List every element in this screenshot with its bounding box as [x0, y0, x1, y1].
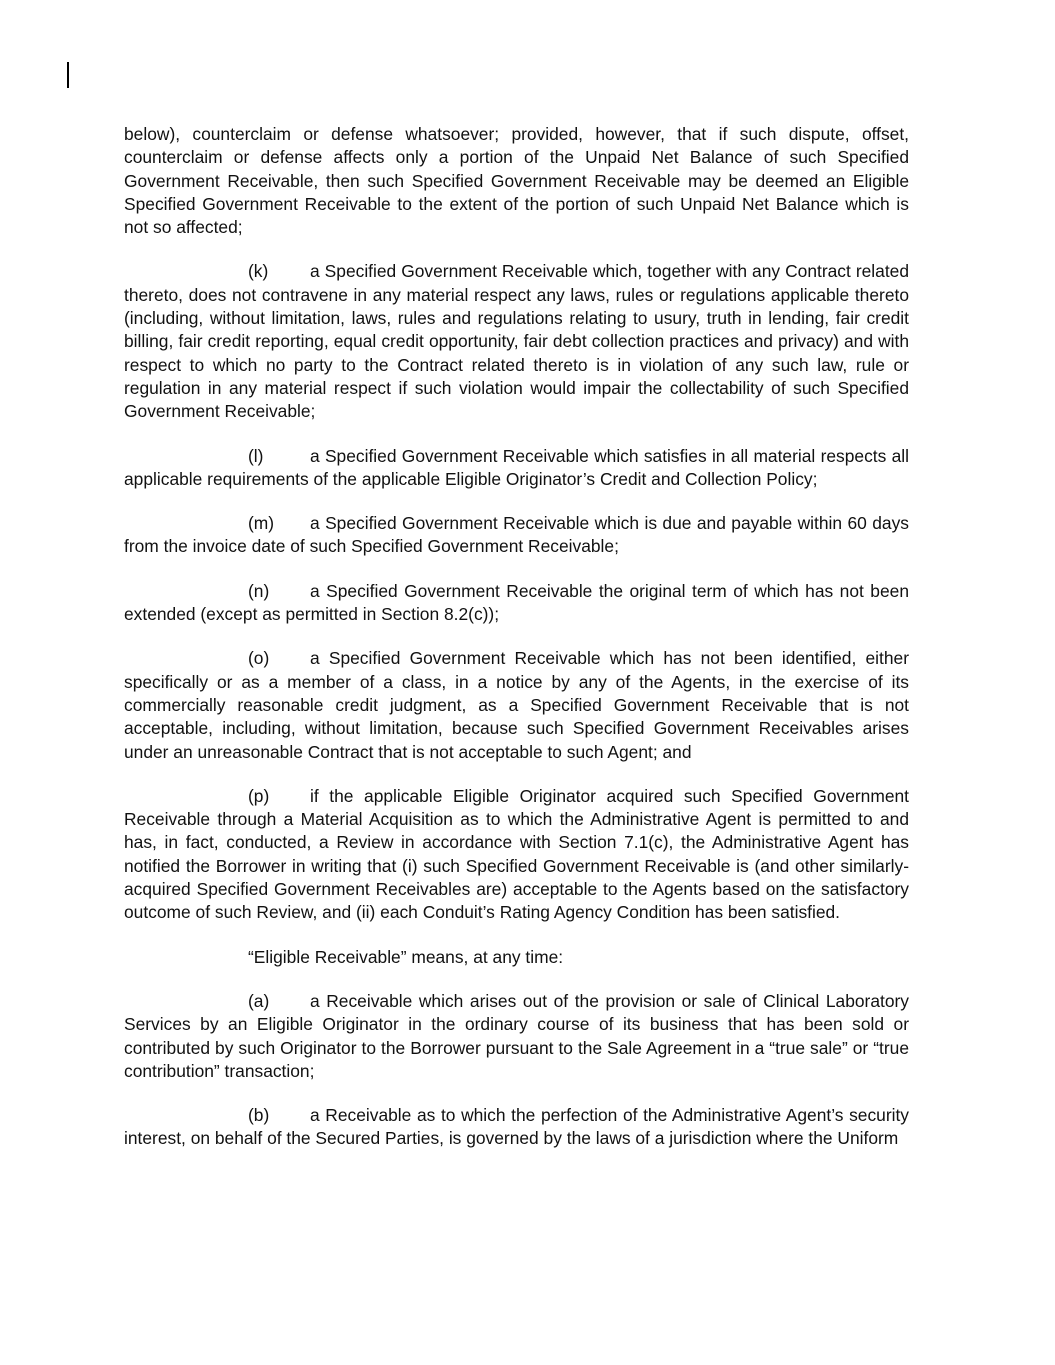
clause-label: (o) [248, 648, 270, 669]
clause-label: (b) [248, 1105, 270, 1126]
clause-label: (l) [248, 445, 264, 466]
clause-k [124, 260, 909, 423]
clause-text: a Receivable which arises out of the provision or sale of Clinical Laboratory Services by an Eligible Originator in the ordinary course of its business that has been sold or contributed by such Originator to the Borrower pursuant to the Sale Agreement in a “true sale” or “true contribution” transaction; [124, 990, 909, 1081]
clause-l [124, 445, 909, 492]
clause-m [124, 512, 909, 559]
clause-label: (a) [248, 990, 270, 1011]
clause-label: (k) [248, 261, 269, 282]
clause-text: a Specified Government Receivable which is due and payable within 60 days from the invoice date of such Specified Government Receivable; [124, 513, 909, 557]
clause-text: a Specified Government Receivable which has not been identified, either specifically or as a member of a class, in a notice by any of the Agents, in the exercise of its commercially reasonable credit judgment, as a Specified Government Receivable that is not acceptable, including, without limitation, because such Specified Government Receivables arises under an unreasonable Contract that is not acceptable to such Agent; and [124, 648, 909, 762]
lead-paragraph: below), counterclaim or defense whatsoever; provided, however, that if such dispute, offset, counterclaim or defense affects only a portion of the Unpaid Net Balance of such Specified Government Receivable, then such Specified Government Receivable may be deemed an Eligible Specified Government Receivable to the extent of the portion of such Unpaid Net Balance which is not so affected; [124, 124, 909, 238]
clause-text: a Receivable as to which the perfection of the Administrative Agent’s security interest, on behalf of the Secured Parties, is governed by the laws of a jurisdiction where the Uniform [124, 1105, 909, 1149]
clause-o [124, 647, 909, 763]
definition-clause-b [124, 1104, 909, 1151]
document-page [124, 123, 909, 1172]
clause-text: if the applicable Eligible Originator acquired such Specified Government Receivable through a Material Acquisition as to which the Administrative Agent is permitted to and has, in fact, conducted, a Review in accordance with Section 7.1(c), the Administrative Agent has notified the Borrower in writing that (i) such Specified Government Receivable is (and other similarly-acquired Specified Government Receivables are) acceptable to the Agents based on the satisfactory outcome of such Review, and (ii) each Conduit’s Rating Agency Condition has been satisfied. [124, 785, 909, 923]
clause-text: a Specified Government Receivable which satisfies in all material respects all applicable requirements of the applicable Eligible Originator’s Credit and Collection Policy; [124, 445, 909, 489]
definition-clause-a [124, 990, 909, 1083]
clause-label: (p) [248, 785, 270, 806]
text-cursor [67, 62, 69, 88]
clause-label: (n) [248, 580, 270, 601]
clause-label: (m) [248, 513, 275, 534]
clause-text: a Specified Government Receivable which, together with any Contract related thereto, does not contravene in any material respect any laws, rules or regulations applicable thereto (including, without limitation, laws, rules and regulations relating to usury, truth in lending, fair credit billing, fair credit reporting, equal credit opportunity, fair debt collection practices and privacy) and with respect to which no party to the Contract related thereto is in violation of any such law, rule or regulation in any material respect if such violation would impair the collectability of such Specified Government Receivable; [124, 261, 909, 422]
clause-p [124, 785, 909, 925]
definition-heading: “Eligible Receivable” means, at any time: [248, 946, 564, 967]
clause-text: a Specified Government Receivable the original term of which has not been extended (except as permitted in Section 8.2(c)); [124, 580, 909, 625]
clause-n [124, 580, 909, 627]
